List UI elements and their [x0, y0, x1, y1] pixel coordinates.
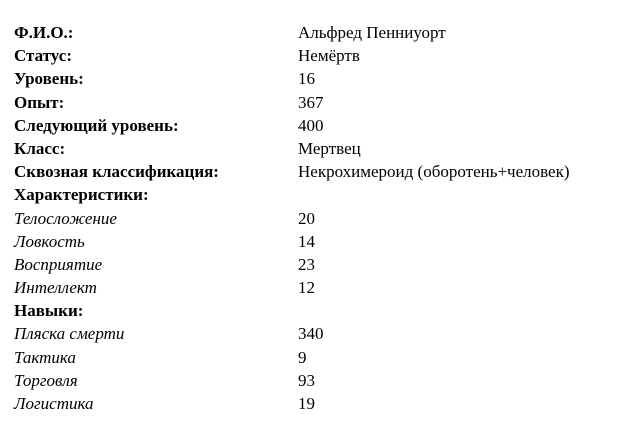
- row-skills-heading: [14, 299, 614, 322]
- row-perception: [14, 253, 614, 276]
- dance-of-death-value: 340: [298, 324, 324, 344]
- perception-label: Восприятие: [14, 254, 103, 274]
- level-value: 16: [298, 69, 315, 89]
- perception-value: 23: [298, 254, 315, 274]
- row-tactics: [14, 346, 614, 369]
- next-level-label: Следующий уровень:: [14, 115, 179, 135]
- row-constitution: [14, 207, 614, 230]
- row-level: [14, 67, 614, 90]
- row-dance-of-death: [14, 322, 614, 345]
- level-label: Уровень:: [14, 69, 84, 89]
- trade-label: Торговля: [14, 370, 78, 390]
- row-trade: [14, 369, 614, 392]
- trade-value: 93: [298, 370, 315, 390]
- cross-classification-value: Некрохимероид (оборотень+человек): [298, 162, 570, 182]
- intellect-value: 12: [298, 278, 315, 298]
- row-intellect: [14, 276, 614, 299]
- constitution-value: 20: [298, 208, 315, 228]
- experience-label: Опыт:: [14, 92, 65, 112]
- class-value: Мертвец: [298, 138, 361, 158]
- status-label: Статус:: [14, 46, 72, 66]
- constitution-label: Телосложение: [14, 208, 117, 228]
- tactics-label: Тактика: [14, 347, 76, 367]
- dexterity-value: 14: [298, 231, 315, 251]
- row-status: [14, 44, 614, 67]
- cross-classification-label: Сквозная классификация:: [14, 162, 219, 182]
- row-characteristics-heading: [14, 183, 614, 206]
- row-cross-classification: [14, 160, 614, 183]
- dance-of-death-label: Пляска смерти: [14, 324, 125, 344]
- dexterity-label: Ловкость: [14, 231, 85, 251]
- row-class: [14, 137, 614, 160]
- characteristics-heading: Характеристики:: [14, 185, 149, 205]
- row-dexterity: [14, 230, 614, 253]
- row-experience: [14, 91, 614, 114]
- logistics-value: 19: [298, 394, 315, 413]
- row-logistics: [14, 392, 614, 415]
- next-level-value: 400: [298, 115, 324, 135]
- row-next-level: [14, 114, 614, 137]
- tactics-value: 9: [298, 347, 307, 367]
- experience-value: 367: [298, 92, 324, 112]
- row-full-name: [14, 21, 614, 44]
- skills-heading: Навыки:: [14, 301, 84, 321]
- intellect-label: Интеллект: [14, 278, 97, 298]
- logistics-label: Логистика: [14, 394, 94, 413]
- character-sheet: [14, 21, 614, 415]
- full-name-value: Альфред Пенниуорт: [298, 23, 446, 42]
- class-label: Класс:: [14, 138, 66, 158]
- status-value: Немёртв: [298, 46, 360, 66]
- full-name-label: Ф.И.О.:: [14, 23, 74, 42]
